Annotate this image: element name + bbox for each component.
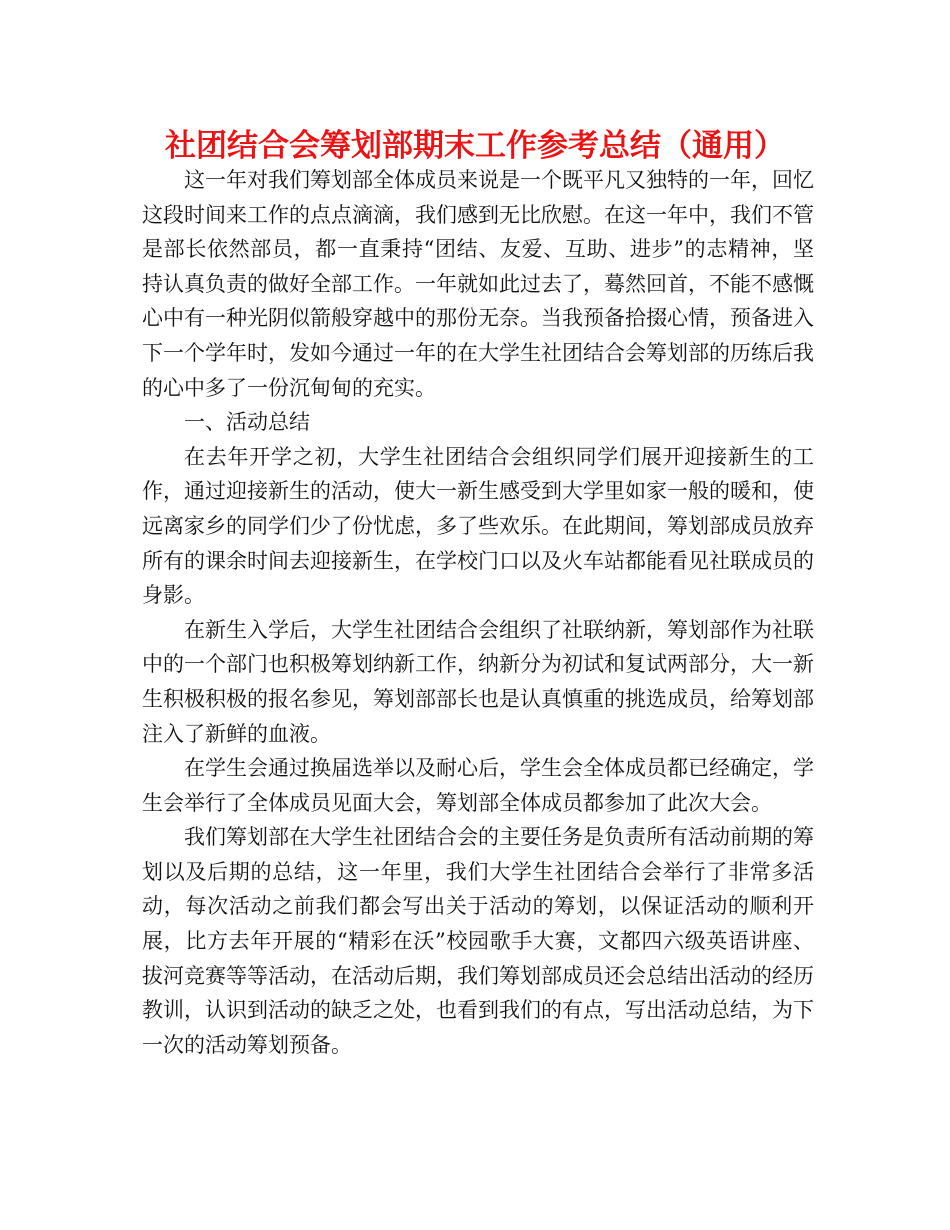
paragraph-recruitment: 在新生入学后，大学生社团结合会组织了社联纳新，筹划部作为社联中的一个部门也积极筹划纳新工作，纳新分为初试和复试两部分，大一新生积极积极的报名参见，筹划部部长也是认真慎重的挑选成员，给筹划部注入了新鲜的血液。 bbox=[142, 617, 814, 746]
paragraph-welcome-freshmen: 在去年开学之初，大学生社团结合会组织同学们展开迎接新生的工作，通过迎接新生的活动，使大一新生感受到大学里如家一般的暖和，使远离家乡的同学们少了份忧虑，多了些欢乐。在此期间，筹划部成员放弃所有的课余时间去迎接新生，在学校门口以及火车站都能看见社联成员的身影。 bbox=[142, 444, 814, 608]
section-heading-activity-summary: 一、活动总结 bbox=[184, 410, 310, 435]
document-title: 社团结合会筹划部期末工作参考总结（通用） bbox=[165, 128, 785, 164]
paragraph-student-union-meeting: 在学生会通过换届选举以及耐心后，学生会全体成员都已经确定，学生会举行了全体成员见面大会，筹划部全体成员都参加了此次大会。 bbox=[142, 756, 814, 815]
paragraph-main-tasks: 我们筹划部在大学生社团结合会的主要任务是负责所有活动前期的筹划以及后期的总结，这一年里，我们大学生社团结合会举行了非常多活动，每次活动之前我们都会写出关于活动的筹划，以保证活动的顺利开展，比方去年开展的“精彩在沃”校园歌手大赛，文都四六级英语讲座、拔河竞赛等等活动，在活动后期，我们筹划部成员还会总结出活动的经历教训，认识到活动的缺乏之处，也看到我们的有点，写出活动总结，为下一次的活动筹划预备。 bbox=[142, 825, 814, 1057]
document-body bbox=[142, 163, 814, 1062]
paragraph-intro: 这一年对我们筹划部全体成员来说是一个既平凡又独特的一年，回忆这段时间来工作的点点滴滴，我们感到无比欣慰。在这一年中，我们不管是部长依然部员，都一直秉持“团结、友爱、互助、进步”的志精神，坚持认真负责的做好全部工作。一年就如此过去了，蓦然回首，不能不感慨心中有一种光阴似箭般穿越中的那份无奈。当我预备拾掇心情，预备进入下一个学年时，发如今通过一年的在大学生社团结合会筹划部的历练后我的心中多了一份沉甸甸的充实。 bbox=[142, 168, 814, 400]
